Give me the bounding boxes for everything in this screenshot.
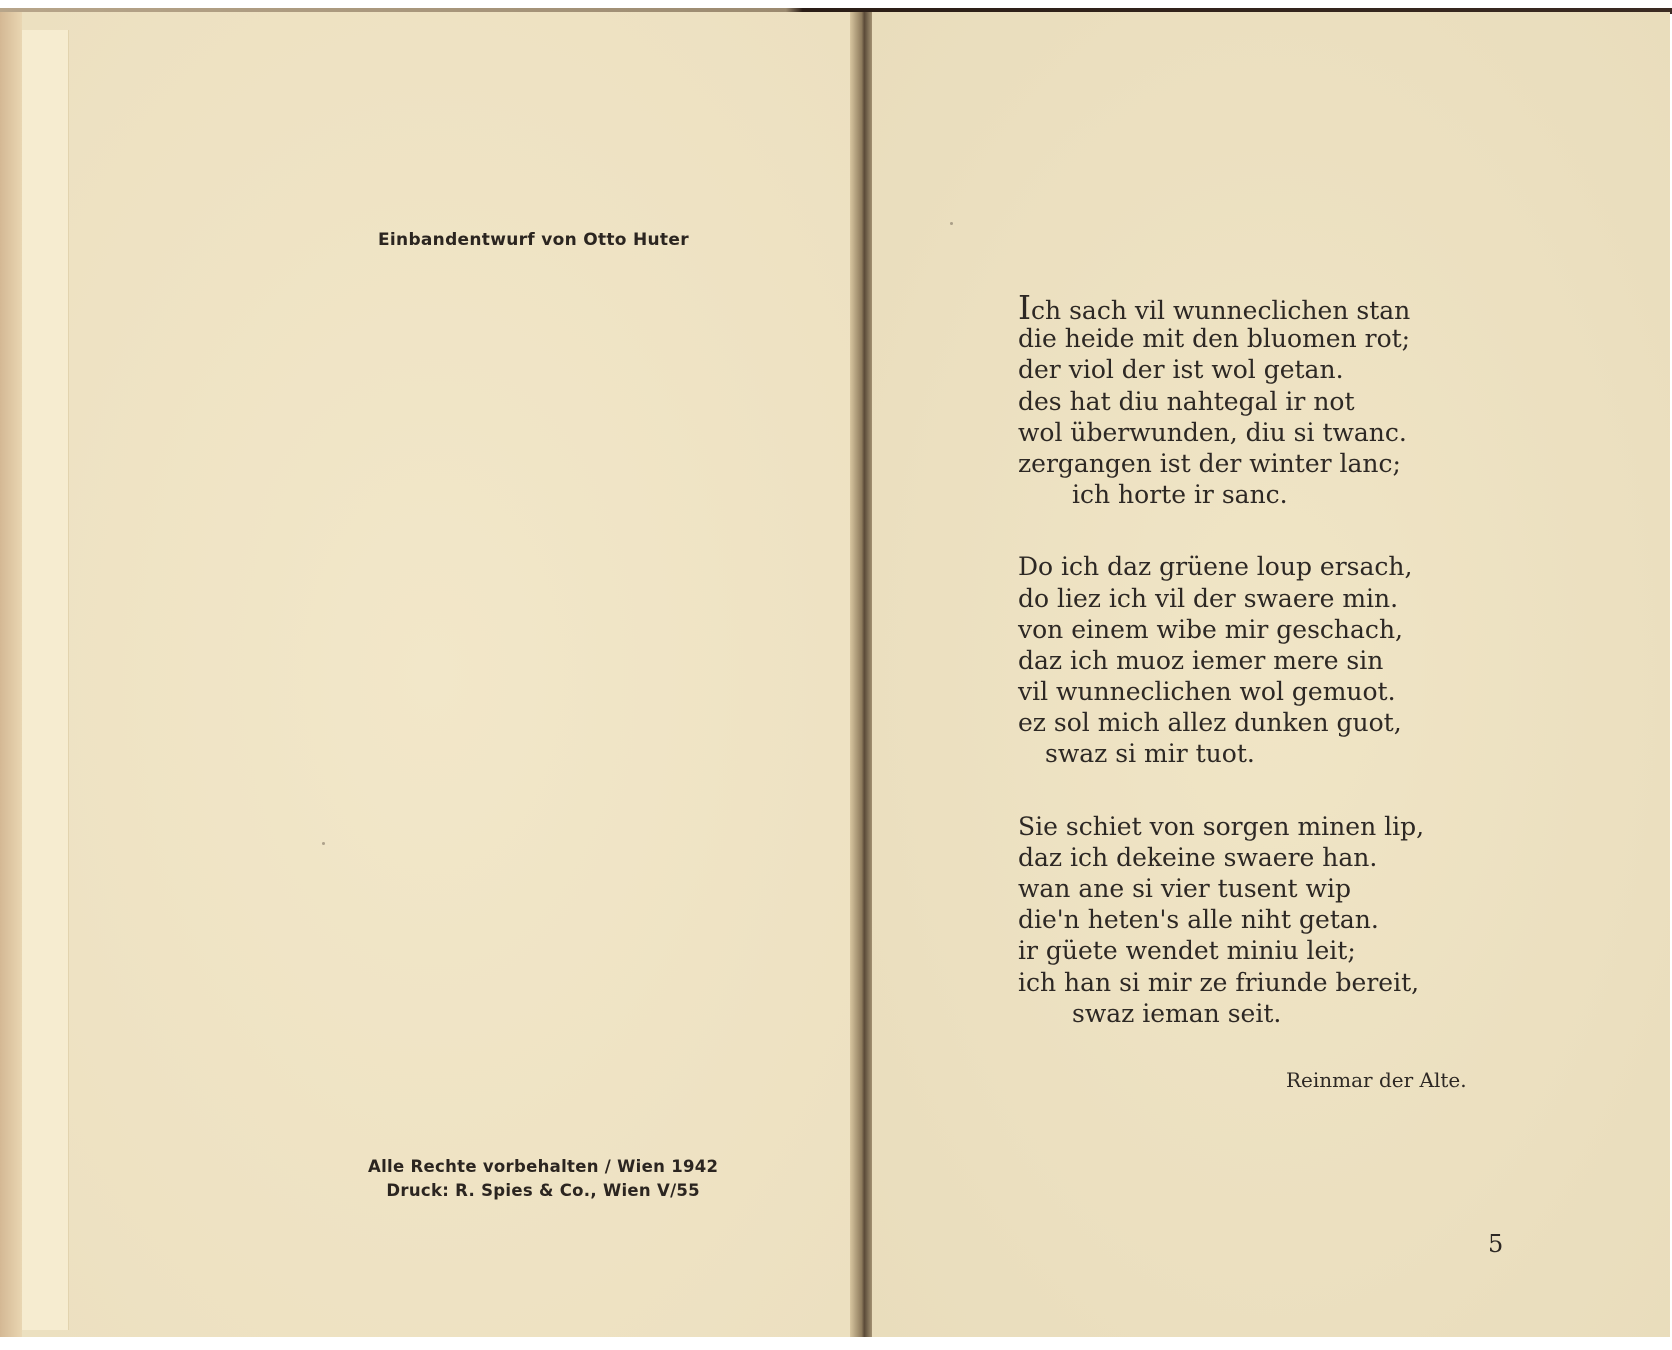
poem-line: ich horte ir sanc. — [1072, 480, 1288, 510]
stanza-1 — [1018, 288, 1424, 510]
poem-line: die heide mit den bluomen rot; — [1018, 324, 1411, 354]
poem-line: swaz si mir tuot. — [1045, 739, 1255, 769]
poem-line: do liez ich vil der swaere min. — [1018, 583, 1399, 613]
left-page — [0, 12, 868, 1337]
first-line-rest: ch sach vil wunneclichen stan — [1031, 296, 1411, 325]
page-number: 5 — [1488, 1230, 1504, 1258]
poem-line: daz ich dekeine swaere han. — [1018, 842, 1378, 872]
rights-line: Alle Rechte vorbehalten / Wien 1942 — [368, 1157, 719, 1176]
poem-line: zergangen ist der winter lanc; — [1018, 448, 1401, 478]
cover-design-credit: Einbandentwurf von Otto Huter — [378, 230, 689, 250]
initial-letter: I — [1018, 288, 1032, 327]
poem — [1018, 288, 1425, 1070]
paper-speck — [950, 222, 953, 225]
poem-line: ir güete wendet miniu leit; — [1018, 936, 1356, 966]
poem-line: die'n heten's alle niht getan. — [1018, 905, 1379, 935]
printer-line: Druck: R. Spies & Co., Wien V/55 — [386, 1181, 700, 1200]
poem-author: Reinmar der Alte. — [1286, 1068, 1467, 1092]
poem-line: der viol der ist wol getan. — [1018, 355, 1344, 385]
poem-line: wol überwunden, diu si twanc. — [1018, 417, 1407, 447]
cover-board-edge — [0, 12, 22, 1337]
poem-line: ich han si mir ze friunde bereit, — [1018, 967, 1420, 997]
poem-line: daz ich muoz iemer mere sin — [1018, 645, 1384, 675]
imprint-block — [368, 1155, 718, 1203]
stanza-3 — [1018, 811, 1424, 1029]
poem-line: Sie schiet von sorgen minen lip, — [1018, 811, 1425, 841]
paper-speck — [322, 842, 325, 845]
poem-line: swaz ieman seit. — [1072, 998, 1282, 1028]
endpaper-edge — [22, 30, 69, 1330]
poem-line: des hat diu nahtegal ir not — [1018, 386, 1355, 416]
poem-line: wan ane si vier tusent wip — [1018, 874, 1351, 903]
poem-line: vil wunneclichen wol gemuot. — [1018, 677, 1396, 707]
poem-line: ez sol mich allez dunken guot, — [1018, 708, 1402, 738]
stanza-2 — [1018, 551, 1424, 769]
poem-line: Do ich daz grüene loup ersach, — [1018, 552, 1413, 582]
poem-line — [1018, 288, 1424, 327]
poem-line: von einem wibe mir geschach, — [1018, 614, 1403, 644]
